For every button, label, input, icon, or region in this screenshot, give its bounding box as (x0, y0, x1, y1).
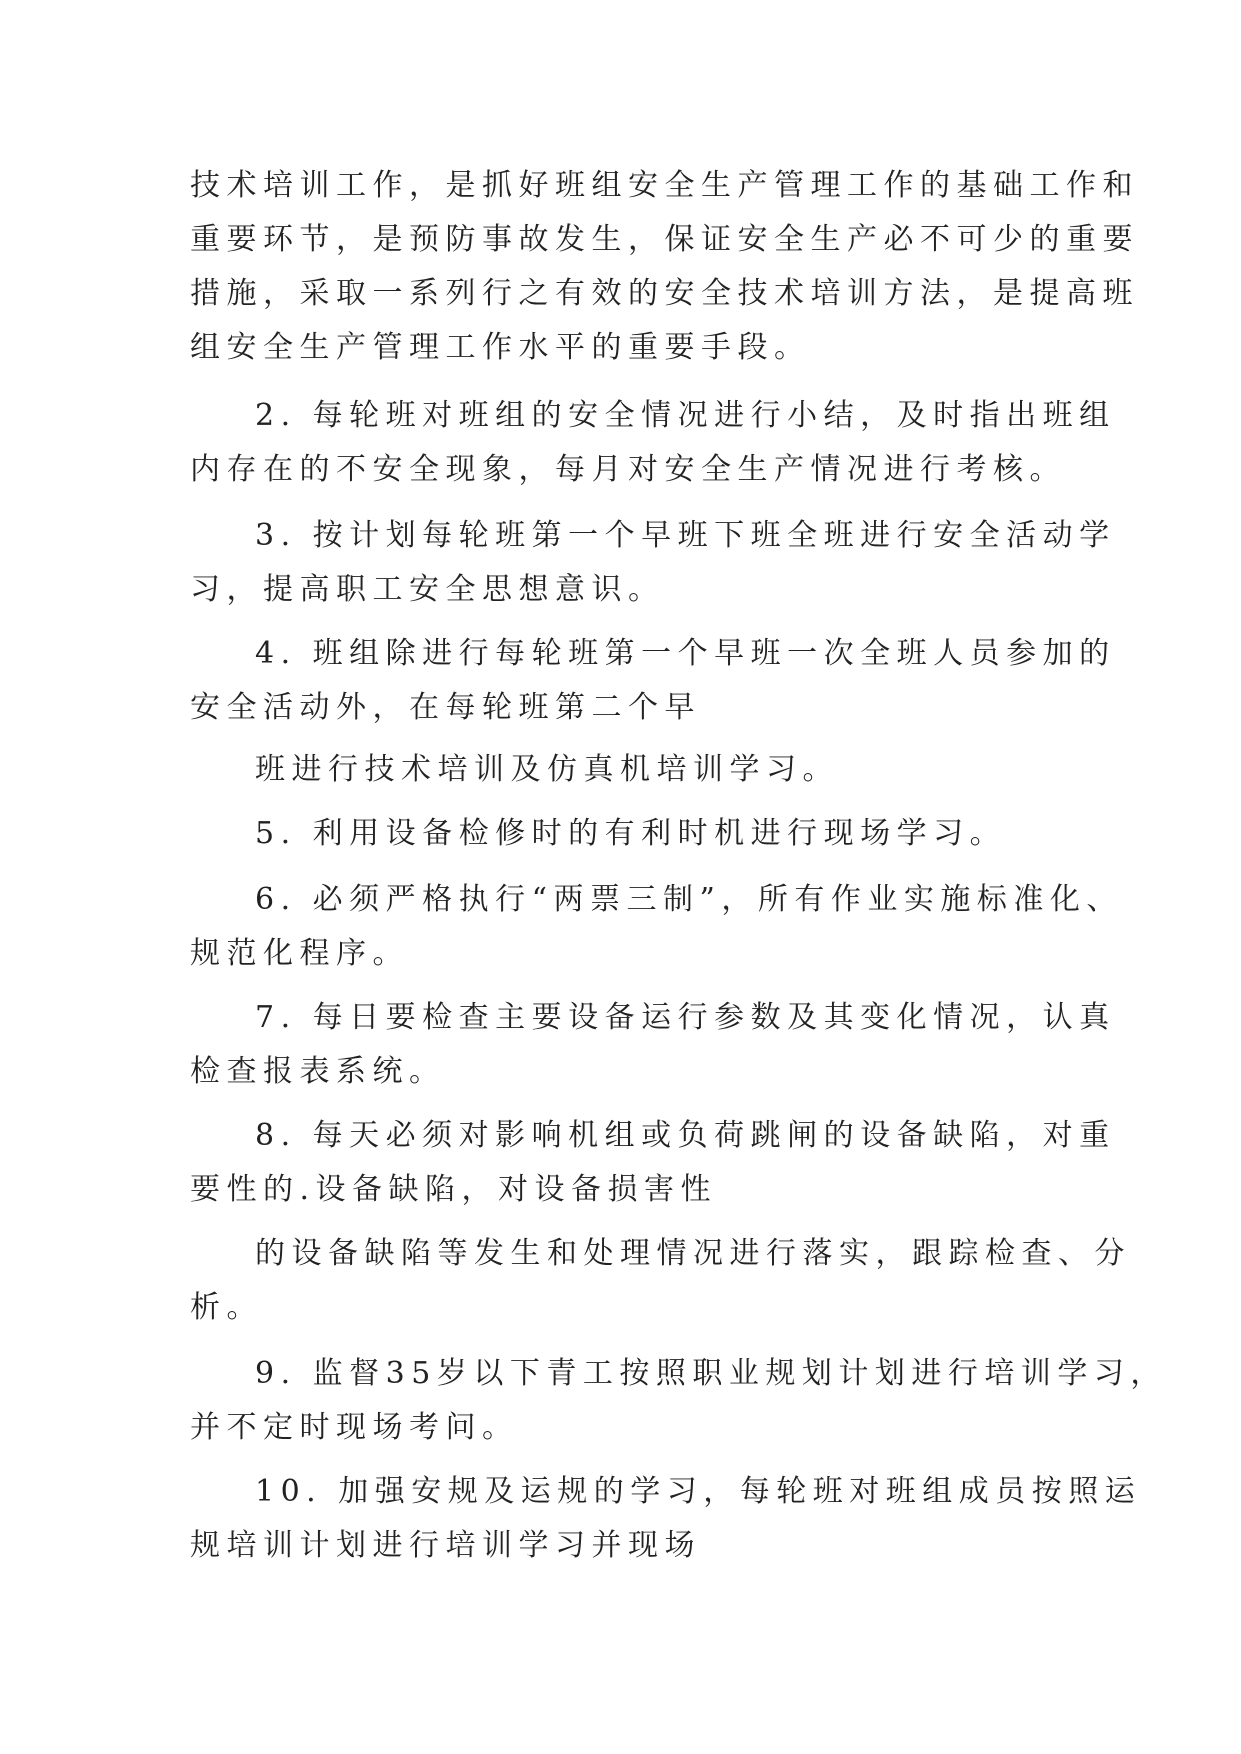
item-8-line-2: 要性的.设备缺陷，对设备损害性 (190, 1172, 718, 1207)
item-6-line-2: 规范化程序。 (190, 936, 409, 971)
item-6-line-1: 6. 必须严格执行“两票三制”，所有作业实施标准化、 (255, 882, 1123, 917)
text-line-4: 组安全生产管理工作水平的重要手段。 (190, 330, 811, 365)
item-7-line-1: 7. 每日要检查主要设备运行参数及其变化情况，认真 (255, 1000, 1116, 1035)
item-8-line-4: 析。 (190, 1290, 263, 1325)
item-2-line-1: 2. 每轮班对班组的安全情况进行小结，及时指出班组 (255, 398, 1116, 433)
item-9-line-2: 并不定时现场考问。 (190, 1410, 519, 1445)
item-3-line-1: 3. 按计划每轮班第一个早班下班全班进行安全活动学 (255, 518, 1116, 553)
item-10-line-1: 10. 加强安规及运规的学习，每轮班对班组成员按照运 (255, 1474, 1142, 1509)
item-9-line-1: 9. 监督35岁以下青工按照职业规划计划进行培训学习， (255, 1356, 1167, 1391)
item-2-line-2: 内存在的不安全现象，每月对安全生产情况进行考核。 (190, 452, 1066, 487)
text-line-3: 措施，采取一系列行之有效的安全技术培训方法，是提高班 (190, 276, 1139, 311)
item-10-line-2: 规培训计划进行培训学习并现场 (190, 1528, 701, 1563)
item-8-line-1: 8. 每天必须对影响机组或负荷跳闸的设备缺陷，对重 (255, 1118, 1116, 1153)
item-3-line-2: 习，提高职工安全思想意识。 (190, 572, 665, 607)
text-line-1: 技术培训工作，是抓好班组安全生产管理工作的基础工作和 (190, 168, 1139, 203)
item-4-line-1: 4. 班组除进行每轮班第一个早班一次全班人员参加的 (255, 636, 1116, 671)
item-7-line-2: 检查报表系统。 (190, 1054, 446, 1089)
item-4-line-2: 安全活动外，在每轮班第二个早 (190, 690, 701, 725)
item-8-line-3: 的设备缺陷等发生和处理情况进行落实，跟踪检查、分 (255, 1236, 1131, 1271)
text-line-2: 重要环节，是预防事故发生，保证安全生产必不可少的重要 (190, 222, 1139, 257)
item-4-line-3: 班进行技术培训及仿真机培训学习。 (255, 752, 839, 787)
item-5-line-1: 5. 利用设备检修时的有利时机进行现场学习。 (255, 816, 1007, 851)
